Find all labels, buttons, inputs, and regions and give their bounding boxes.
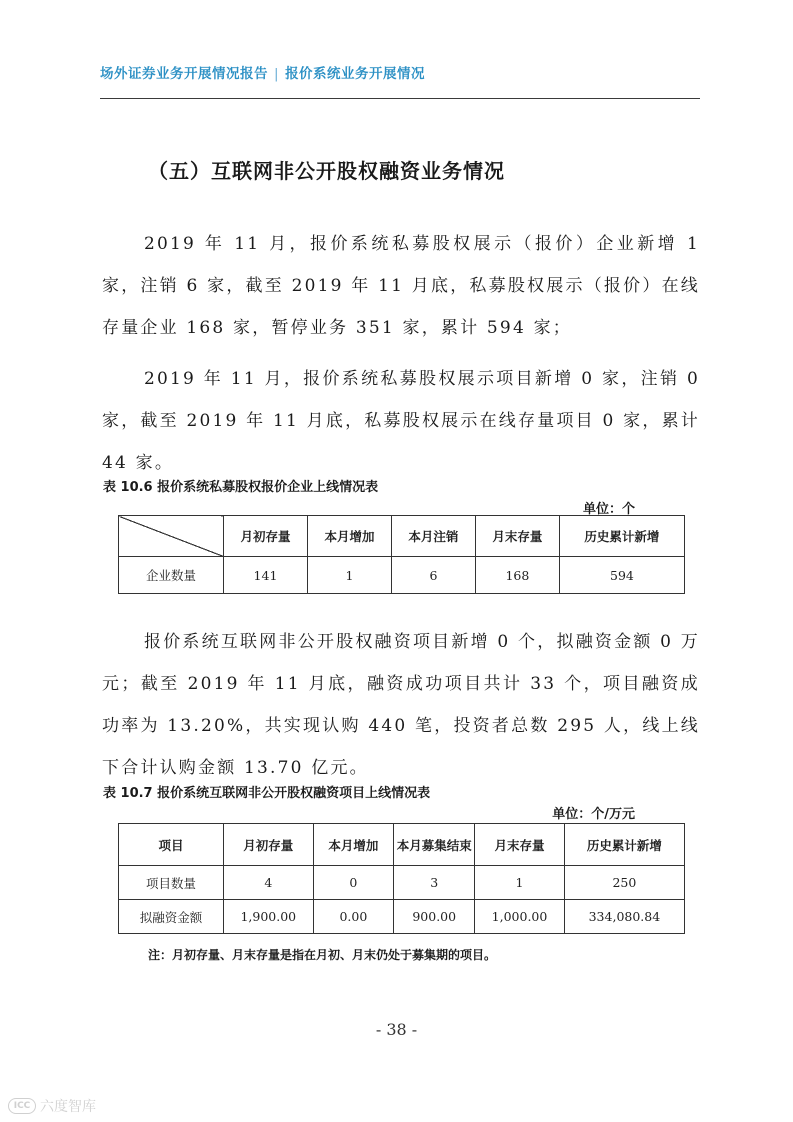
table-note: 注：月初存量、月末存量是指在月初、月末仍处于募集期的项目。 xyxy=(148,948,497,962)
table-cell: 4 xyxy=(224,866,314,900)
header-cell: 本月增加 xyxy=(313,824,394,866)
table-cell: 6 xyxy=(391,557,475,594)
table-cell: 594 xyxy=(559,557,684,594)
row-label: 项目数量 xyxy=(119,866,224,900)
table-cell: 334,080.84 xyxy=(564,900,684,934)
header-cell: 月初存量 xyxy=(224,516,308,557)
watermark-text: 六度智库 xyxy=(40,1099,96,1115)
paragraph-financing-summary: 报价系统互联网非公开股权融资项目新增 0 个，拟融资金额 0 万元；截至 2019 年 11 月底，融资成功项目共计 33 个，项目融资成功率为 13.20%，共实现认购 440 笔，投资者总数 295 人，线上线下合计认购金额 13.70 亿元。 xyxy=(102,632,700,778)
table-cell: 0.00 xyxy=(313,900,394,934)
table-cell: 0 xyxy=(313,866,394,900)
row-label: 拟融资金额 xyxy=(119,900,224,934)
table1-caption: 表 10.6 报价系统私募股权报价企业上线情况表 xyxy=(103,480,379,495)
table-cell: 168 xyxy=(475,557,559,594)
table1-unit: 单位：个 xyxy=(582,502,635,517)
enterprise-listing-table xyxy=(118,515,685,594)
watermark xyxy=(8,1096,96,1116)
table-cell: 250 xyxy=(564,866,684,900)
table2-caption: 表 10.7 报价系统互联网非公开股权融资项目上线情况表 xyxy=(103,786,431,801)
table-cell: 1 xyxy=(475,866,565,900)
table-cell: 3 xyxy=(394,866,475,900)
table-row xyxy=(119,900,685,934)
table-row xyxy=(119,866,685,900)
table-cell: 141 xyxy=(224,557,308,594)
header-section-title: 报价系统业务开展情况 xyxy=(285,66,426,82)
table-cell: 1 xyxy=(307,557,391,594)
header-cell: 月末存量 xyxy=(475,516,559,557)
table-row xyxy=(119,557,685,594)
header-cell: 历史累计新增 xyxy=(564,824,684,866)
paragraph-enterprise-summary: 2019 年 11 月，报价系统私募股权展示（报价）企业新增 1 家，注销 6 家，截至 2019 年 11 月底，私募股权展示（报价）在线存量企业 168 家，暂停业务 351 家，累计 594 家； xyxy=(102,234,700,338)
header-cell: 月末存量 xyxy=(475,824,565,866)
header-report-title: 场外证券业务开展情况报告 xyxy=(100,66,268,82)
watermark-logo-icon: ICC xyxy=(8,1098,36,1114)
header-cell: 本月增加 xyxy=(307,516,391,557)
table-header-row xyxy=(119,824,685,866)
financing-project-table xyxy=(118,823,685,934)
row-label: 企业数量 xyxy=(119,557,224,594)
table-cell: 900.00 xyxy=(394,900,475,934)
header-cell: 月初存量 xyxy=(224,824,314,866)
header-cell: 本月募集结束 xyxy=(394,824,475,866)
header-cell: 本月注销 xyxy=(391,516,475,557)
diagonal-header-cell xyxy=(119,516,224,557)
header-cell: 历史累计新增 xyxy=(559,516,684,557)
header-separator: | xyxy=(274,66,280,82)
running-header xyxy=(100,62,700,82)
header-cell: 项目 xyxy=(119,824,224,866)
table-header-row xyxy=(119,516,685,557)
table2-unit: 单位：个/万元 xyxy=(552,807,635,822)
header-rule xyxy=(100,98,700,99)
page-number: - 38 - xyxy=(375,1020,418,1039)
section-title: （五）互联网非公开股权融资业务情况 xyxy=(148,159,505,183)
table-cell: 1,900.00 xyxy=(224,900,314,934)
paragraph-project-summary: 2019 年 11 月，报价系统私募股权展示项目新增 0 家，注销 0 家，截至 2019 年 11 月底，私募股权展示在线存量项目 0 家，累计 44 家。 xyxy=(102,369,700,473)
table-cell: 1,000.00 xyxy=(475,900,565,934)
